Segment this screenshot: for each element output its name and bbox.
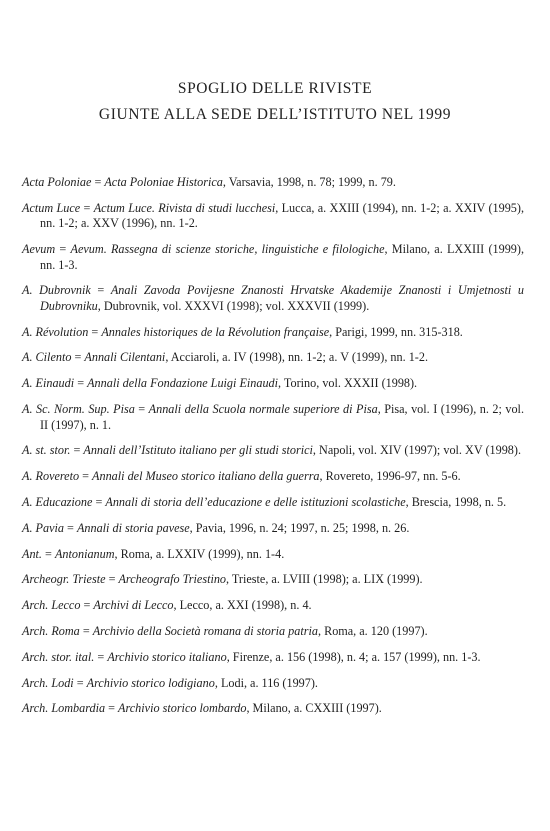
equals-sign: = [91,175,105,189]
equals-sign: = [92,494,106,509]
journal-abbreviation: Actum Luce [22,200,81,215]
journal-title: Archivio storico lodigiano [86,675,215,690]
equals-sign: = [80,200,94,215]
journal-title: Annali dell’Istituto italiano per gli studi storici [83,443,313,458]
journal-abbreviation: A. Educazione [22,494,93,509]
journal-entry [22,521,524,537]
journal-holdings: , Roma, a. LXXIV (1999), nn. 1-4. [114,546,285,561]
journal-title: Annali di storia dell’educazione e delle istituzioni scolastiche [105,494,406,509]
journal-holdings: , Varsavia, 1998, n. 78; 1999, n. 79. [222,175,396,189]
equals-sign: = [63,520,77,535]
journal-holdings: , Dubrovnik, vol. XXXVI (1998); vol. XXXVII (1999). [97,298,370,313]
equals-sign: = [134,402,149,417]
journal-abbreviation: Arch. Lecco [22,598,81,613]
equals-sign: = [70,443,84,458]
journal-entry [22,201,524,232]
journal-title: Aevum. Rassegna di scienze storiche, linguistiche e filologiche [70,242,385,257]
equals-sign: = [79,623,93,638]
equals-sign: = [74,376,88,391]
journal-abbreviation: A. Sc. Norm. Sup. Pisa [22,402,135,417]
equals-sign: = [105,572,119,587]
journal-holdings: , Lecco, a. XXI (1998), n. 4. [173,598,312,613]
journal-holdings: , Lodi, a. 116 (1997). [214,675,318,690]
equals-sign: = [55,242,71,257]
journal-abbreviation: A. Pavia [22,520,64,535]
journal-abbreviation: A. Einaudi [22,376,75,391]
journal-abbreviation: A. Cilento [22,350,72,365]
equals-sign: = [88,324,102,339]
journal-entry [22,325,524,341]
journal-title: Archivio storico lombardo [118,701,247,716]
journal-entry [22,402,524,433]
equals-sign: = [41,546,55,561]
journal-holdings: , Roma, a. 120 (1997). [317,623,428,638]
journal-title: Archivio storico italiano [107,649,227,664]
journal-title: Anali Zavoda Povijesne Znanosti Hrvatske Akademije Znanosti i Umjetnosti u Dubrovniku [40,283,525,313]
journal-holdings: , Parigi, 1999, nn. 315-318. [329,324,463,339]
journal-title: Acta Poloniae Historica [104,175,223,189]
journal-abbreviation: Arch. Roma [22,623,80,638]
section-subheading: GIUNTE ALLA SEDE DELL’ISTITUTO NEL 1999 [98,106,452,123]
journal-abbreviation: Arch. Lombardia [22,701,106,716]
equals-sign: = [105,701,119,716]
equals-sign: = [94,649,108,664]
journal-title: Annali della Scuola normale superiore di Pisa [148,402,378,417]
journal-holdings: , Brescia, 1998, n. 5. [405,494,507,509]
journal-holdings: , Rovereto, 1996-97, nn. 5-6. [319,469,461,484]
journal-abbreviation: Aevum [22,242,56,257]
journal-entry [22,701,524,717]
journal-abbreviation: Acta Poloniae [22,175,92,189]
journal-entry [22,469,524,485]
journal-abbreviation: Archeogr. Trieste [22,572,106,587]
journal-entry [22,495,524,511]
journal-entry [22,676,524,692]
journal-entry [22,283,524,314]
journal-entry [22,376,524,392]
equals-sign: = [71,350,85,365]
journal-title: Annali della Fondazione Luigi Einaudi [87,376,279,391]
journal-holdings: , Napoli, vol. XIV (1997); vol. XV (1998). [312,443,521,458]
journal-title: Annali del Museo storico italiano della guerra [92,469,320,484]
journal-abbreviation: A. Rovereto [22,469,80,484]
journal-abbreviation: A. st. stor. [22,443,71,458]
journal-entry [22,547,524,563]
journal-holdings: , Torino, vol. XXXII (1998). [278,376,418,391]
journal-entry [22,572,524,588]
journal-entry [22,443,524,459]
journal-holdings: , Milano, a. LXXIII (1999), nn. 1-3. [40,242,524,272]
journal-holdings: , Lucca, a. XXIII (1994), nn. 1-2; a. XXIV (1995), nn. 1-2; a. XXV (1996), nn. 1-2. [40,200,524,231]
journal-title: Archeografo Triestino [118,572,227,587]
journal-title: Actum Luce. Rivista di studi lucchesi [93,200,276,215]
journal-entry [22,598,524,614]
journal-title: Annali di storia pavese [76,520,190,535]
journal-holdings: , Trieste, a. LVIII (1998); a. LIX (1999). [226,572,423,587]
equals-sign: = [80,598,94,613]
equals-sign: = [73,675,87,690]
journal-title: Annali Cilentani [84,350,166,365]
journal-abbreviation: A. Dubrovnik [22,283,91,298]
journal-holdings: , Acciaroli, a. IV (1998), nn. 1-2; a. V (1999), nn. 1-2. [165,350,428,365]
journal-title: Annales historiques de la Révolution française [101,324,330,339]
equals-sign: = [90,283,111,298]
journal-entry [22,650,524,666]
journal-abbreviation: A. Révolution [22,324,89,339]
journal-abbreviation: Arch. Lodi [22,675,74,690]
journal-holdings: , Firenze, a. 156 (1998), n. 4; a. 157 (1999), nn. 1-3. [226,649,481,664]
journal-title: Archivio della Società romana di storia patria [92,623,318,638]
journal-entry [22,242,524,273]
journal-holdings: , Milano, a. CXXIII (1997). [246,701,382,716]
journal-entry [22,624,524,640]
journal-holdings: , Pavia, 1996, n. 24; 1997, n. 25; 1998, n. 26. [189,520,410,535]
section-heading: SPOGLIO DELLE RIVISTE [177,80,373,97]
equals-sign: = [79,469,93,484]
journal-abbreviation: Arch. stor. ital. [22,649,95,664]
journal-title: Antonianum [54,546,115,561]
journal-abbreviation: Ant. [22,546,42,561]
journal-entry [22,350,524,366]
journal-title: Archivi di Lecco [93,598,174,613]
journal-list [22,175,524,727]
journal-holdings: , Pisa, vol. I (1996), n. 2; vol. II (1997), n. 1. [40,402,524,432]
journal-entry [22,175,524,191]
